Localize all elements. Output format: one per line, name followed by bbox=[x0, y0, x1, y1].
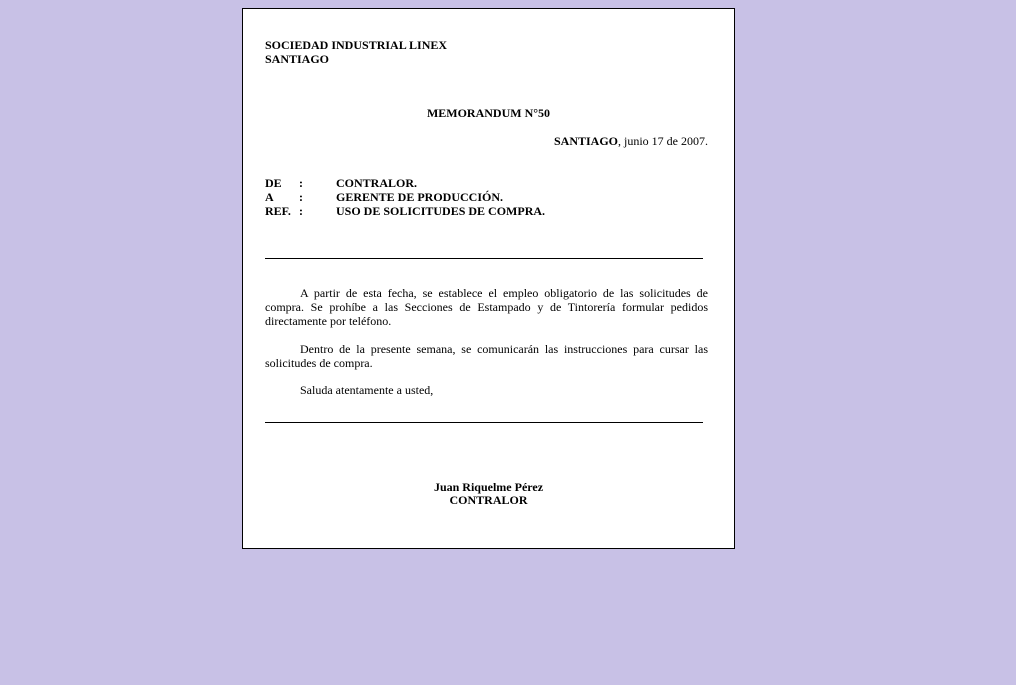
date-text: , junio 17 de 2007. bbox=[618, 134, 708, 148]
divider-bottom bbox=[265, 422, 703, 423]
memo-document bbox=[242, 8, 735, 549]
memo-title: MEMORANDUM N°50 bbox=[426, 106, 551, 120]
field-label: REF. bbox=[265, 204, 291, 218]
field-label: DE bbox=[265, 176, 282, 190]
company-name: SOCIEDAD INDUSTRIAL LINEX bbox=[265, 38, 448, 52]
divider-top bbox=[265, 258, 703, 259]
field-separator: : bbox=[299, 190, 303, 204]
signature-name: Juan Riquelme Pérez bbox=[433, 480, 544, 494]
field-value: CONTRALOR. bbox=[336, 176, 418, 190]
company-city: SANTIAGO bbox=[265, 52, 330, 66]
closing-line: Saluda atentamente a usted, bbox=[300, 383, 434, 397]
signature-title: CONTRALOR bbox=[449, 493, 528, 507]
company-header bbox=[265, 38, 447, 66]
body-paragraph: Dentro de la presente semana, se comunicarán las instrucciones para cursar las solicitudes de compra. bbox=[265, 342, 708, 370]
field-value: USO DE SOLICITUDES DE COMPRA. bbox=[336, 204, 546, 218]
field-separator: : bbox=[299, 176, 303, 190]
field-label: A bbox=[265, 190, 274, 204]
field-value: GERENTE DE PRODUCCIÓN. bbox=[336, 190, 504, 204]
memo-date bbox=[554, 134, 708, 148]
body-paragraph: A partir de esta fecha, se establece el empleo obligatorio de las solicitudes de compra. Se prohíbe a las Secciones de Estampado y de Tintorería formular pedidos directamente por teléfono. bbox=[265, 286, 708, 328]
field-separator: : bbox=[299, 204, 303, 218]
date-city: SANTIAGO bbox=[553, 134, 618, 148]
